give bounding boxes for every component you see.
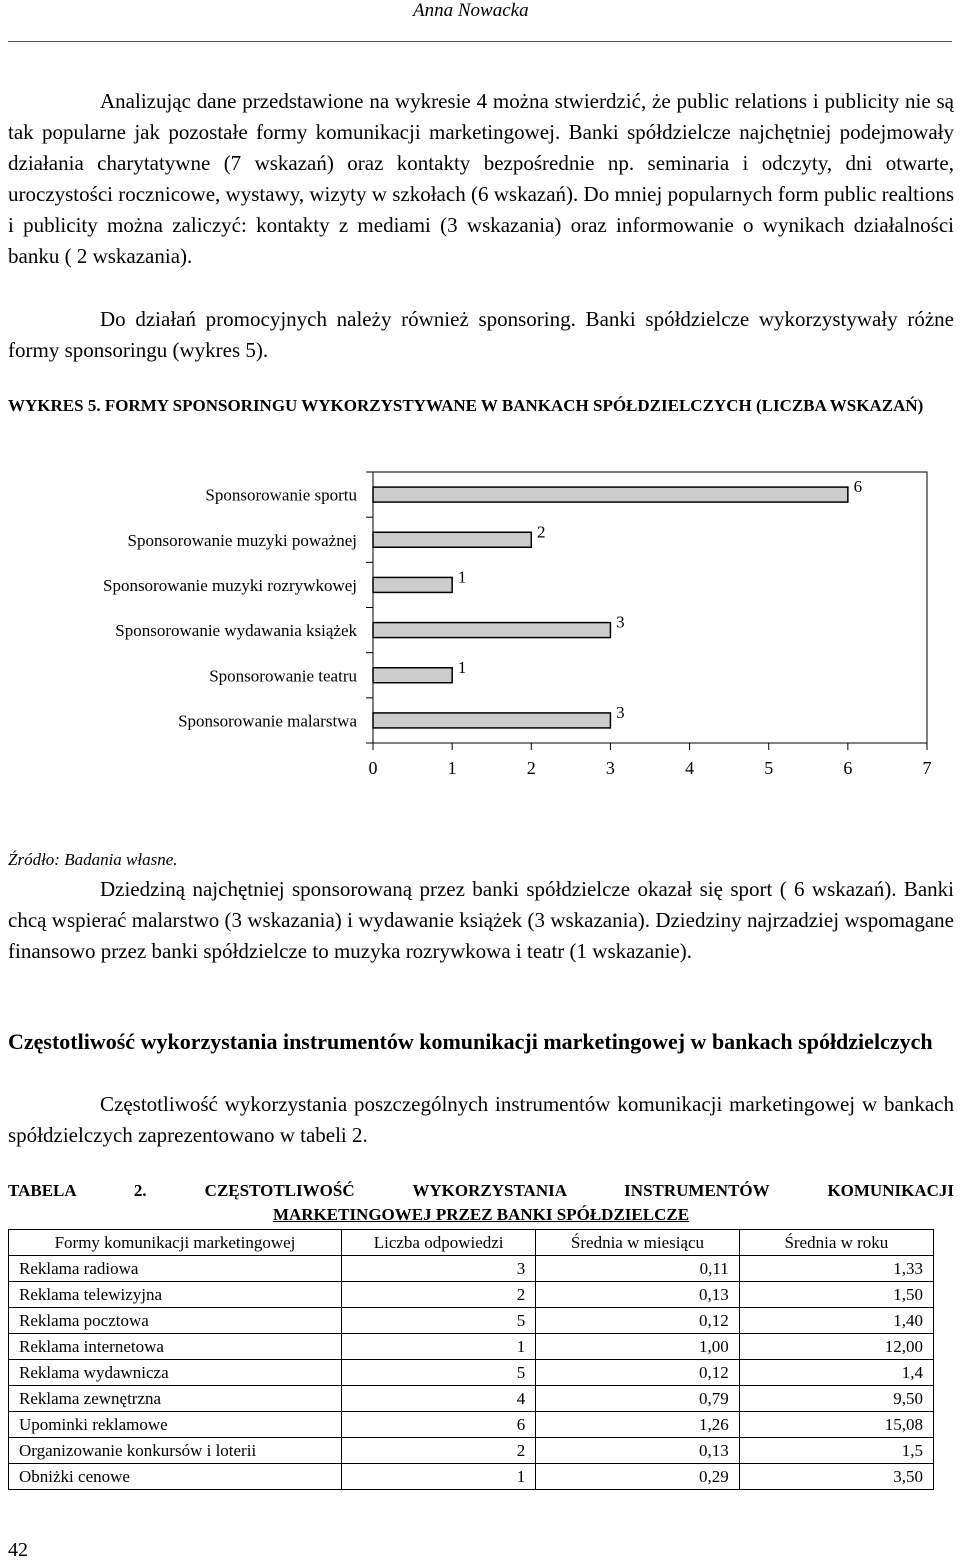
cell-monthly: 0,12	[536, 1308, 740, 1334]
data-label: 3	[616, 702, 625, 722]
table-row	[9, 1464, 934, 1490]
cell-count: 4	[342, 1386, 536, 1412]
cell-count: 2	[342, 1282, 536, 1308]
cell-yearly: 1,4	[739, 1360, 933, 1386]
cell-form: Organizowanie konkursów i loterii	[9, 1438, 342, 1464]
cell-yearly: 12,00	[739, 1334, 933, 1360]
category-label: Sponsorowanie malarstwa	[178, 711, 357, 731]
cell-form: Reklama radiowa	[9, 1256, 342, 1282]
cell-form: Obniżki cenowe	[9, 1464, 342, 1490]
table-row	[9, 1282, 934, 1308]
cell-yearly: 9,50	[739, 1386, 933, 1412]
cell-yearly: 15,08	[739, 1412, 933, 1438]
cell-count: 1	[342, 1334, 536, 1360]
plot-frame	[373, 472, 927, 743]
cell-monthly: 0,79	[536, 1386, 740, 1412]
cell-monthly: 0,12	[536, 1360, 740, 1386]
table-row	[9, 1412, 934, 1438]
cell-yearly: 1,33	[739, 1256, 933, 1282]
x-tick-label: 1	[447, 758, 457, 778]
table-row	[9, 1386, 934, 1412]
cell-monthly: 1,00	[536, 1334, 740, 1360]
header-rule	[8, 41, 952, 42]
x-tick-label: 3	[605, 758, 615, 778]
cell-count: 1	[342, 1464, 536, 1490]
category-label: Sponsorowanie wydawania książek	[115, 621, 357, 641]
x-tick-label: 6	[843, 758, 853, 778]
table-row	[9, 1256, 934, 1282]
category-label: Sponsorowanie teatru	[209, 666, 357, 686]
table-row	[9, 1360, 934, 1386]
running-header: Anna Nowacka	[413, 0, 529, 21]
category-label: Sponsorowanie sportu	[205, 485, 357, 505]
data-label: 2	[537, 522, 546, 542]
col-header-monthly-avg: Średnia w miesiącu	[536, 1230, 740, 1256]
page-number: 42	[8, 1539, 28, 1561]
cell-monthly: 0,13	[536, 1282, 740, 1308]
data-label: 1	[457, 657, 467, 677]
cell-monthly: 0,13	[536, 1438, 740, 1464]
bar	[373, 487, 848, 502]
chart-commentary-paragraph: Dziedziną najchętniej sponsorowaną przez banki spółdzielcze okazał się sport ( 6 wskazań). Banki chcą wspierać malarstwo (3 wskazania) i wydawanie książek (3 wskazania). Dziedziny najrzadziej wspomagane finansowo przez banki spółdzielcze to muzyka rozrywkowa i teatr (1 wskazanie).	[8, 877, 954, 963]
section-paragraph: Częstotliwość wykorzystania poszczególnych instrumentów komunikacji marketingowej w bankach spółdzielczych zaprezentowano w tabeli 2.	[8, 1092, 954, 1147]
x-tick-label: 5	[764, 758, 774, 778]
cell-form: Upominki reklamowe	[9, 1412, 342, 1438]
cell-monthly: 0,11	[536, 1256, 740, 1282]
cell-yearly: 1,5	[739, 1438, 933, 1464]
col-header-count: Liczba odpowiedzi	[342, 1230, 536, 1256]
cell-form: Reklama telewizyjna	[9, 1282, 342, 1308]
x-tick-label: 2	[526, 758, 536, 778]
cell-form: Reklama internetowa	[9, 1334, 342, 1360]
cell-monthly: 1,26	[536, 1412, 740, 1438]
x-tick-label: 4	[685, 758, 695, 778]
table-header-row	[9, 1230, 934, 1256]
table-row	[9, 1308, 934, 1334]
table-caption-line-1: TABELA 2. CZĘSTOTLIWOŚĆ WYKORZYSTANIA INSTRUMENTÓW KOMUNIKACJI	[8, 1181, 954, 1200]
cell-count: 3	[342, 1256, 536, 1282]
x-tick-label: 0	[368, 758, 378, 778]
cell-count: 5	[342, 1308, 536, 1334]
bar	[373, 623, 610, 638]
figure-caption: WYKRES 5. FORMY SPONSORINGU WYKORZYSTYWANE W BANKACH SPÓŁDZIELCZYCH (LICZBA WSKAZAŃ)	[8, 396, 924, 415]
frequency-table	[8, 1229, 934, 1490]
cell-count: 2	[342, 1438, 536, 1464]
data-label: 6	[853, 477, 863, 497]
bar	[373, 713, 610, 728]
cell-form: Reklama zewnętrzna	[9, 1386, 342, 1412]
cell-count: 5	[342, 1360, 536, 1386]
table-row	[9, 1438, 934, 1464]
cell-form: Reklama pocztowa	[9, 1308, 342, 1334]
cell-yearly: 1,40	[739, 1308, 933, 1334]
bar	[373, 668, 452, 683]
source-note: Źródło: Badania własne.	[8, 850, 178, 869]
cell-yearly: 1,50	[739, 1282, 933, 1308]
col-header-form: Formy komunikacji marketingowej	[9, 1230, 342, 1256]
table-caption-line-2: MARKETINGOWEJ PRZEZ BANKI SPÓŁDZIELCZE	[272, 1205, 690, 1224]
cell-monthly: 0,29	[536, 1464, 740, 1490]
data-label: 3	[616, 612, 625, 632]
sponsoring-bar-chart	[0, 455, 960, 795]
data-label: 1	[457, 567, 467, 587]
section-heading: Częstotliwość wykorzystania instrumentów komunikacji marketingowej w bankach spółdzielczych	[8, 1029, 933, 1054]
cell-form: Reklama wydawnicza	[9, 1360, 342, 1386]
x-tick-label: 7	[922, 758, 932, 778]
table-row	[9, 1334, 934, 1360]
intro-paragraph-2: Do działań promocyjnych należy również sponsoring. Banki spółdzielcze wykorzystywały różne formy sponsoringu (wykres 5).	[8, 307, 954, 362]
cell-count: 6	[342, 1412, 536, 1438]
category-label: Sponsorowanie muzyki poważnej	[127, 530, 357, 550]
col-header-yearly-avg: Średnia w roku	[739, 1230, 933, 1256]
bar	[373, 532, 531, 547]
bar	[373, 577, 452, 592]
intro-paragraph-1: Analizując dane przedstawione na wykresie 4 można stwierdzić, że public relations i publicity nie są tak popularne jak pozostałe formy komunikacji marketingowej. Banki spółdzielcze najchętniej podejmowały działania charytatywne (7 wskazań) oraz kontakty bezpośrednie np. seminaria i odczyty, dni otwarte, uroczystości rocznicowe, wystawy, wizyty w szkołach (6 wskazań). Do mniej popularnych form public realtions i publicity można zaliczyć: kontakty z mediami (3 wskazania) oraz informowanie o wynikach działalności banku ( 2 wskazania).	[8, 89, 954, 268]
cell-yearly: 3,50	[739, 1464, 933, 1490]
category-label: Sponsorowanie muzyki rozrywkowej	[102, 575, 357, 595]
